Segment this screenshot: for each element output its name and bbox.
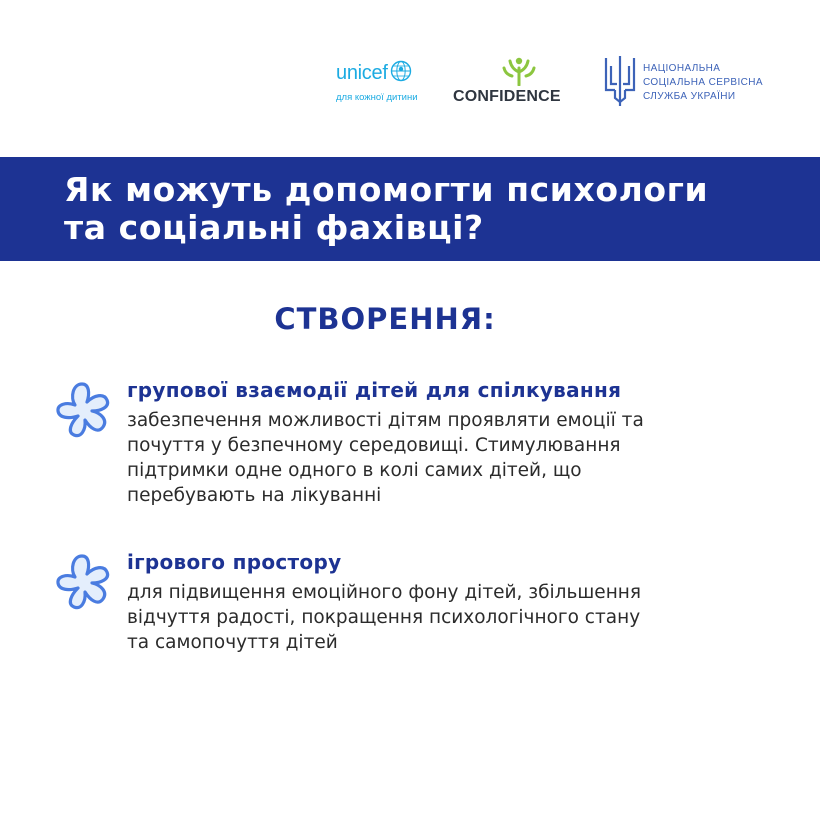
description-line: та самопочуття дітей xyxy=(127,632,338,653)
description-line: для підвищення емоційного фону дітей, збільшення xyxy=(127,582,642,603)
item-description xyxy=(127,408,727,508)
flower-icon xyxy=(50,378,114,446)
description-line: перебувають на лікуванні xyxy=(127,485,382,506)
item-description xyxy=(127,580,727,655)
nsss-line: СЛУЖБА УКРАЇНИ xyxy=(643,91,736,102)
flower-icon xyxy=(50,550,114,618)
globe-icon xyxy=(390,60,412,86)
list-item xyxy=(50,550,770,660)
title-banner xyxy=(0,157,820,261)
partner-logos xyxy=(0,52,820,122)
item-title: ігрового простору xyxy=(127,550,342,574)
confidence-wordmark: CONFIDENCE xyxy=(453,88,561,105)
tree-icon xyxy=(501,56,537,90)
unicef-logo xyxy=(336,60,436,103)
title-line: Як можуть допомогти психологи xyxy=(64,170,709,209)
nsss-line: СОЦІАЛЬНА СЕРВІСНА xyxy=(643,77,763,88)
description-line: забезпечення можливості дітям проявляти емоції та xyxy=(127,410,644,431)
section-heading: СТВОРЕННЯ: xyxy=(274,302,496,336)
item-title: групової взаємодії дітей для спілкування xyxy=(127,378,622,402)
unicef-wordmark: unicef xyxy=(336,61,388,84)
page-title xyxy=(64,171,708,247)
list-item xyxy=(50,378,770,518)
title-line: та соціальні фахівці? xyxy=(64,208,484,247)
description-line: підтримки одне одного в колі самих дітей, що xyxy=(127,460,582,481)
nsss-name xyxy=(643,62,763,104)
unicef-tagline: для кожної дитини xyxy=(336,92,418,103)
description-line: відчуття радості, покращення психологічного стану xyxy=(127,607,641,628)
trident-icon xyxy=(603,54,637,114)
nsss-line: НАЦІОНАЛЬНА xyxy=(643,63,721,74)
description-line: почуття у безпечному середовищі. Стимулювання xyxy=(127,435,621,456)
